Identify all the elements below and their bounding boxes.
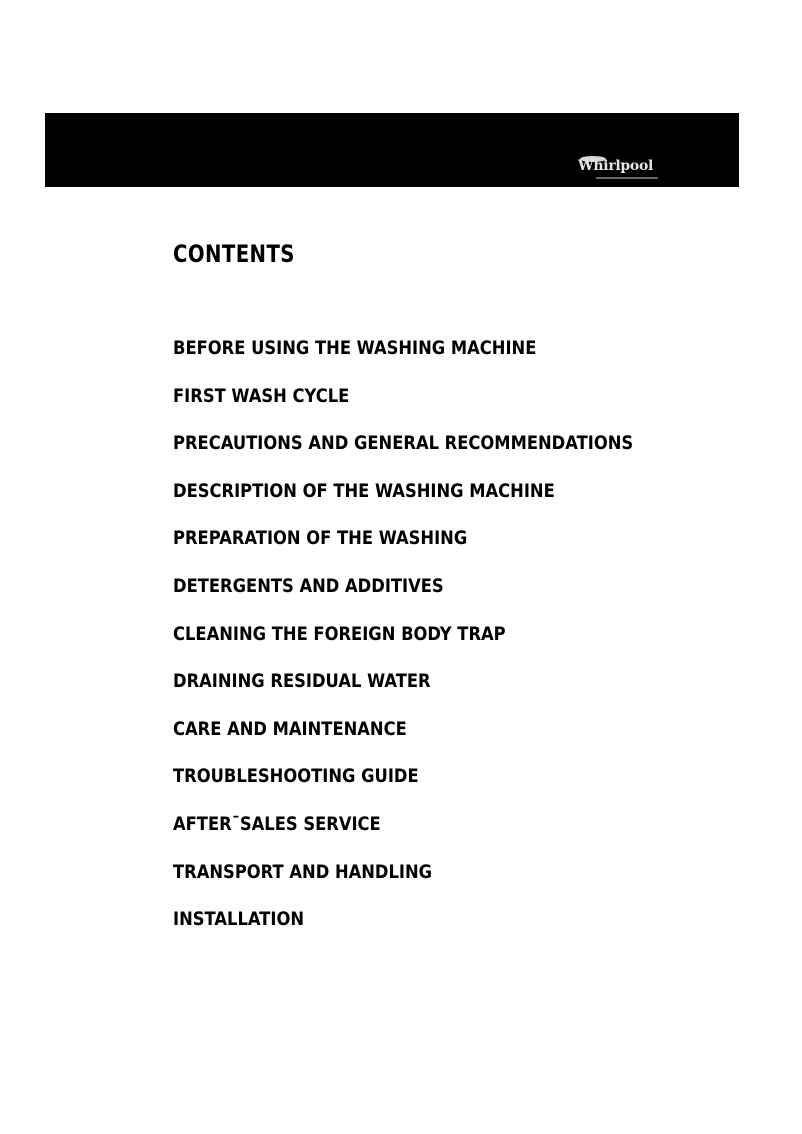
toc-item-transport[interactable]: TRANSPORT AND HANDLING <box>173 860 433 883</box>
toc-item-detergents[interactable]: DETERGENTS AND ADDITIVES <box>173 574 444 597</box>
page-title: CONTENTS <box>173 240 295 268</box>
toc-item-after-sales[interactable]: AFTER¯SALES SERVICE <box>173 812 381 835</box>
toc-item-care[interactable]: CARE AND MAINTENANCE <box>173 717 407 740</box>
toc-item-preparation[interactable]: PREPARATION OF THE WASHING <box>173 527 468 550</box>
toc-item-first-wash-cycle[interactable]: FIRST WASH CYCLE <box>173 384 350 407</box>
toc-item-troubleshooting[interactable]: TROUBLESHOOTING GUIDE <box>173 765 419 788</box>
toc-item-installation[interactable]: INSTALLATION <box>173 908 305 931</box>
brand-name: Whirlpool <box>578 158 653 174</box>
table-of-contents <box>173 336 708 955</box>
toc-item-cleaning-trap[interactable]: CLEANING THE FOREIGN BODY TRAP <box>173 622 506 645</box>
toc-item-description[interactable]: DESCRIPTION OF THE WASHING MACHINE <box>173 479 555 502</box>
logo-tagline <box>596 177 658 179</box>
toc-item-draining[interactable]: DRAINING RESIDUAL WATER <box>173 670 431 693</box>
toc-item-before-using[interactable]: BEFORE USING THE WASHING MACHINE <box>173 337 537 359</box>
toc-item-precautions[interactable]: PRECAUTIONS AND GENERAL RECOMMENDATIONS <box>173 432 634 455</box>
whirlpool-logo <box>578 152 664 182</box>
